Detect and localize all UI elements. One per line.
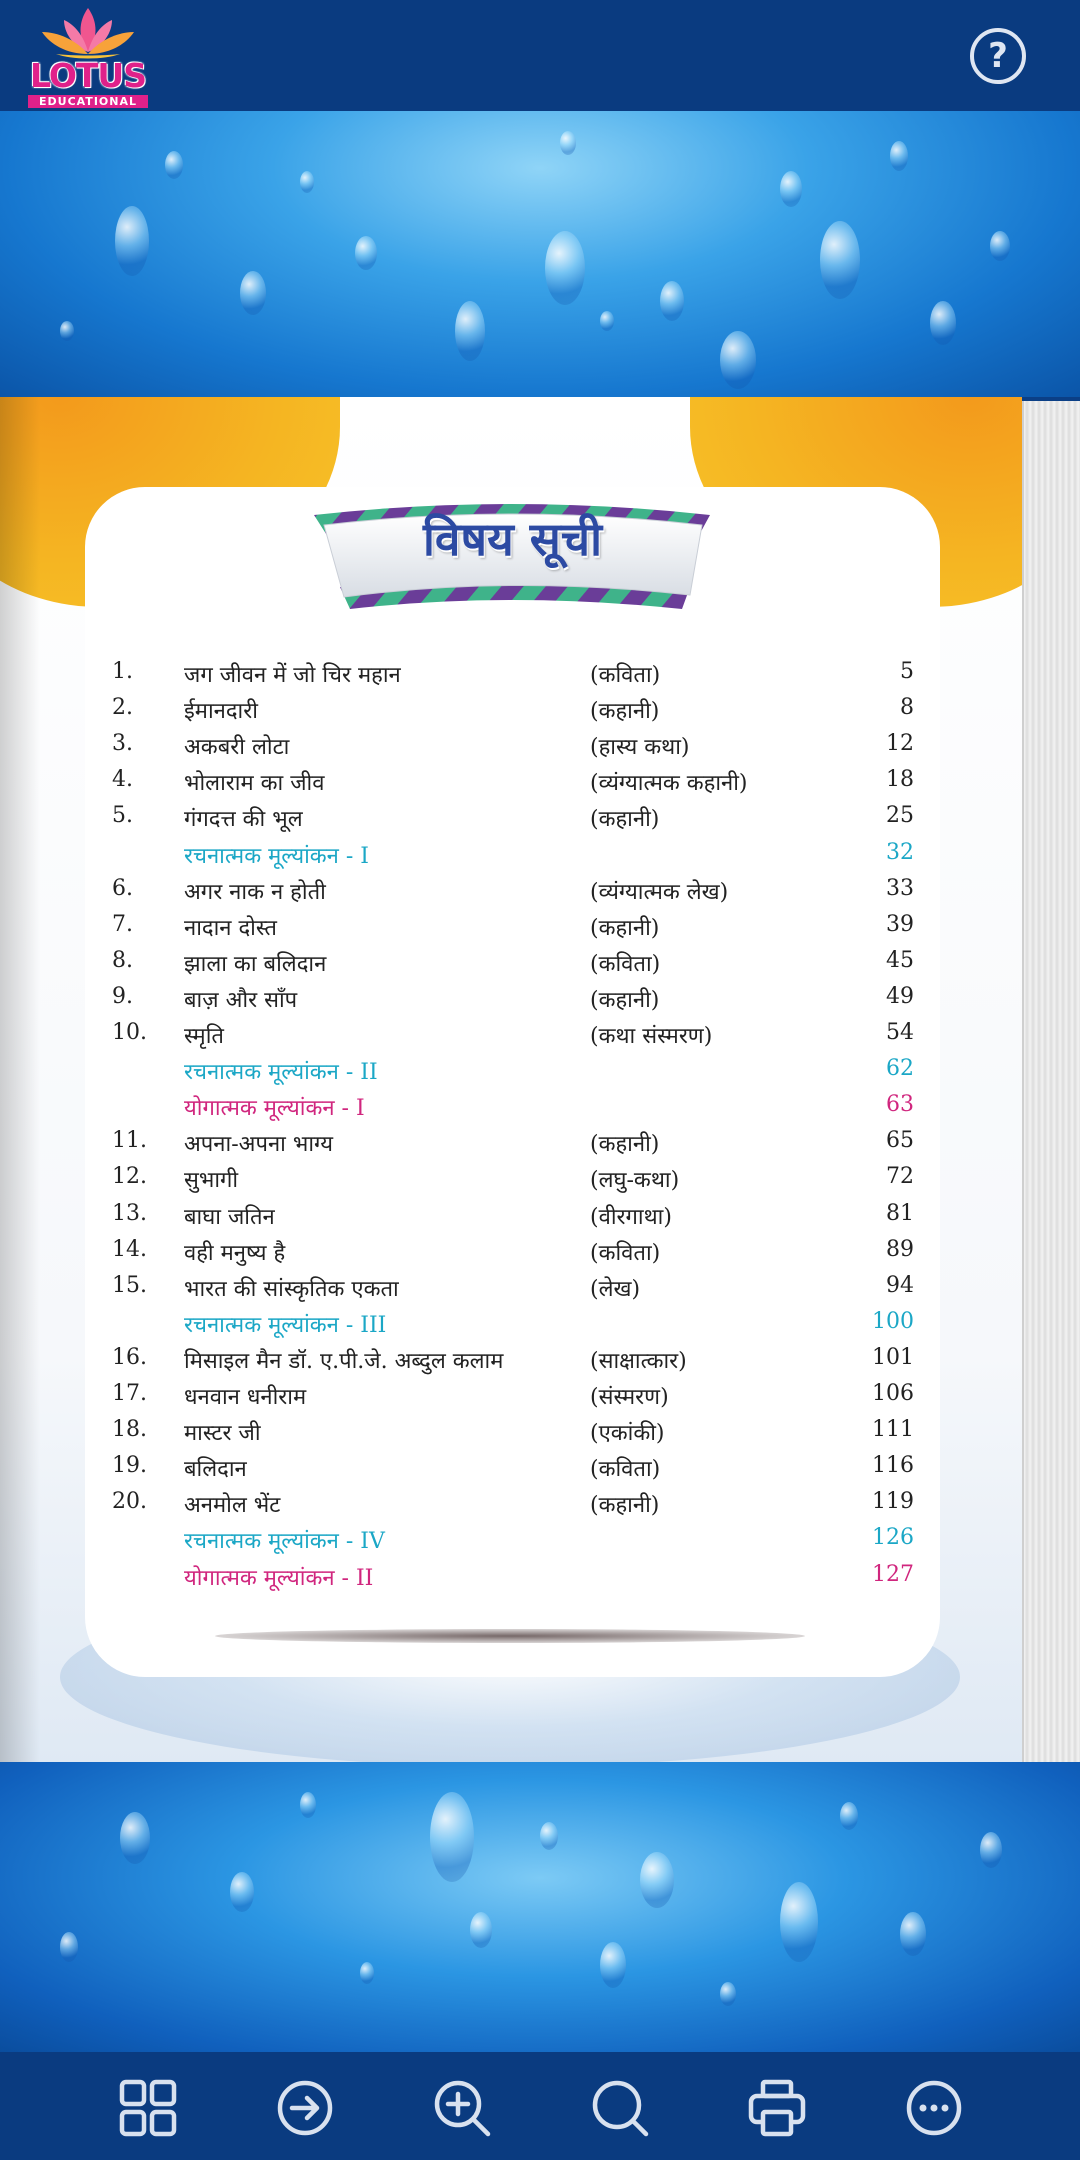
help-button[interactable]: ? <box>970 28 1026 84</box>
bottom-toolbar <box>0 2052 1080 2160</box>
toc-genre: (व्यंग्यात्मक लेख) <box>590 879 729 905</box>
toc-row[interactable] <box>0 1453 1022 1489</box>
toc-genre: (लेख) <box>590 1276 641 1302</box>
toc-assessment-row[interactable] <box>0 840 1022 876</box>
toc-row[interactable] <box>0 1489 1022 1525</box>
toc-genre: (कविता) <box>590 1457 661 1483</box>
top-bar <box>0 0 1080 111</box>
toc-genre: (लघु-कथा) <box>590 1168 680 1194</box>
toc-genre: (कहानी) <box>590 807 660 833</box>
toc-row[interactable] <box>0 1128 1022 1164</box>
thumbnails-button[interactable] <box>118 2078 178 2138</box>
toc-row[interactable] <box>0 1381 1022 1417</box>
toc-title: धनवान धनीराम <box>184 1385 307 1410</box>
toc-page: 18 <box>886 767 914 793</box>
toc-title: बलिदान <box>184 1457 247 1483</box>
toc-number: 1. <box>112 659 133 684</box>
toc-page: 63 <box>886 1092 914 1118</box>
toc-page: 33 <box>886 875 914 901</box>
toc-page: 100 <box>872 1308 914 1334</box>
toc-assessment-row[interactable] <box>0 1562 1022 1598</box>
background-water-top <box>0 111 1080 397</box>
toc-page: 127 <box>872 1561 914 1587</box>
toc-title: सुभागी <box>184 1168 239 1194</box>
toc-page: 81 <box>886 1200 914 1226</box>
toc-number: 9. <box>112 983 133 1009</box>
toc-title: स्मृति <box>184 1024 224 1049</box>
toc-assessment-row[interactable] <box>0 1309 1022 1345</box>
toc-title: गंगदत्त की भूल <box>184 807 303 833</box>
toc-number: 20. <box>112 1489 147 1515</box>
toc-title: ईमानदारी <box>184 699 258 725</box>
toc-title: रचनात्मक मूल्यांकन - I <box>184 843 369 869</box>
toc-row[interactable] <box>0 1273 1022 1309</box>
toc-page: 65 <box>886 1128 914 1154</box>
zoom-in-button[interactable] <box>432 2078 492 2138</box>
toc-page: 25 <box>886 803 914 829</box>
logo-subtitle: EDUCATIONAL <box>28 95 148 108</box>
toc-title: भारत की सांस्कृतिक एकता <box>184 1276 399 1302</box>
toc-number: 4. <box>112 767 133 793</box>
toc-title: मिसाइल मैन डॉ. ए.पी.जे. अब्दुल कलाम <box>184 1348 504 1374</box>
toc-genre: (एकांकी) <box>590 1421 665 1447</box>
toc-row[interactable] <box>0 695 1022 731</box>
toc-row[interactable] <box>0 984 1022 1020</box>
toc-page: 106 <box>872 1381 914 1406</box>
toc-genre: (व्यंग्यात्मक कहानी) <box>590 771 748 797</box>
toc-title: भोलाराम का जीव <box>184 771 325 797</box>
toc-row[interactable] <box>0 1201 1022 1237</box>
toc-row[interactable] <box>0 1237 1022 1273</box>
toc-number: 11. <box>112 1128 147 1154</box>
toc-title: बाज़ और साँप <box>184 987 298 1013</box>
more-icon <box>904 2078 964 2138</box>
toc-title: जग जीवन में जो चिर महान <box>184 663 401 688</box>
toc-row[interactable] <box>0 659 1022 695</box>
toc-genre: (साक्षात्कार) <box>590 1348 687 1374</box>
toc-title: बाघा जतिन <box>184 1204 275 1230</box>
toc-page: 12 <box>886 731 914 757</box>
toc-genre: (कथा संस्मरण) <box>590 1024 713 1049</box>
print-button[interactable] <box>747 2078 807 2138</box>
toc-page: 32 <box>886 839 914 865</box>
toc-genre: (कहानी) <box>590 699 660 725</box>
toc-page: 119 <box>872 1489 914 1515</box>
toc-genre: (कविता) <box>590 951 661 977</box>
toc-title: अपना-अपना भाग्य <box>184 1132 333 1158</box>
toc-page: 94 <box>886 1272 914 1298</box>
toc-number: 2. <box>112 695 133 721</box>
card-shadow <box>215 1629 805 1643</box>
toc-title: रचनात्मक मूल्यांकन - IV <box>184 1529 385 1555</box>
toc-title: योगात्मक मूल्यांकन - I <box>184 1096 365 1122</box>
toc-number: 6. <box>112 875 133 901</box>
logo-name: LOTUS <box>30 56 146 95</box>
toc-number: 12. <box>112 1164 147 1190</box>
toc-row[interactable] <box>0 803 1022 839</box>
toc-page: 39 <box>886 911 914 937</box>
toc-row[interactable] <box>0 1020 1022 1056</box>
toc-number: 19. <box>112 1453 147 1479</box>
toc-number: 5. <box>112 803 133 829</box>
toc-number: 15. <box>112 1272 147 1298</box>
toc-genre: (कविता) <box>590 663 661 688</box>
toc-number: 17. <box>112 1381 147 1406</box>
toc-page: 126 <box>872 1525 914 1551</box>
toc-title: झाला का बलिदान <box>184 951 327 977</box>
toc-title: अनमोल भेंट <box>184 1493 281 1519</box>
toc-page: 54 <box>886 1020 914 1045</box>
grid-icon <box>118 2078 178 2138</box>
toc-page: 45 <box>886 947 914 973</box>
toc-genre: (कहानी) <box>590 987 660 1013</box>
toc-number: 8. <box>112 947 133 973</box>
toc-row[interactable] <box>0 1345 1022 1381</box>
search-button[interactable] <box>590 2078 650 2138</box>
search-icon <box>590 2078 650 2138</box>
toc-page: 62 <box>886 1056 914 1082</box>
toc-title: नादान दोस्त <box>184 915 277 941</box>
toc-page: 5 <box>900 659 914 684</box>
toc-row[interactable] <box>0 948 1022 984</box>
toc-title: अगर नाक न होती <box>184 879 326 905</box>
toc-assessment-row[interactable] <box>0 1525 1022 1561</box>
toc-number: 14. <box>112 1236 147 1262</box>
zoom-in-icon <box>432 2078 492 2138</box>
toc-genre: (कहानी) <box>590 915 660 941</box>
background-water-bottom <box>0 1762 1080 2052</box>
toc-title: रचनात्मक मूल्यांकन - II <box>184 1060 378 1086</box>
lotus-flower-icon <box>26 4 150 60</box>
toc-page: 89 <box>886 1236 914 1262</box>
toc-page: 116 <box>872 1453 914 1479</box>
toc-number: 13. <box>112 1200 147 1226</box>
toc-number: 3. <box>112 731 133 757</box>
toc-row[interactable] <box>0 912 1022 948</box>
more-button[interactable] <box>904 2078 964 2138</box>
toc-title: मास्टर जी <box>184 1421 261 1447</box>
toc-genre: (संस्मरण) <box>590 1385 669 1410</box>
toc-row[interactable] <box>0 731 1022 767</box>
toc-assessment-row[interactable] <box>0 1092 1022 1128</box>
toc-assessment-row[interactable] <box>0 1056 1022 1092</box>
toc-row[interactable] <box>0 1164 1022 1200</box>
toc-number: 16. <box>112 1344 147 1370</box>
toc-number: 7. <box>112 911 133 937</box>
book-page[interactable] <box>0 397 1022 1763</box>
toc-page: 72 <box>886 1164 914 1190</box>
page-title: विषय सूची <box>423 512 602 566</box>
toc-number: 10. <box>112 1020 147 1045</box>
toc-page: 49 <box>886 983 914 1009</box>
toc-title: वही मनुष्य है <box>184 1240 286 1266</box>
toc-genre: (कविता) <box>590 1240 661 1266</box>
goto-page-button[interactable] <box>275 2078 335 2138</box>
toc-title: योगात्मक मूल्यांकन - II <box>184 1565 374 1591</box>
toc-title: रचनात्मक मूल्यांकन - III <box>184 1312 387 1338</box>
toc-genre: (कहानी) <box>590 1493 660 1519</box>
toc-page: 101 <box>872 1344 914 1370</box>
title-ribbon <box>310 497 715 612</box>
lotus-logo[interactable] <box>26 4 150 108</box>
print-icon <box>747 2078 807 2138</box>
toc-number: 18. <box>112 1417 147 1443</box>
toc-genre: (वीरगाथा) <box>590 1204 672 1230</box>
toc-genre: (कहानी) <box>590 1132 660 1158</box>
toc-row[interactable] <box>0 876 1022 912</box>
arrow-circle-icon <box>275 2078 335 2138</box>
toc-row[interactable] <box>0 767 1022 803</box>
toc-title: अकबरी लोटा <box>184 735 290 761</box>
toc-row[interactable] <box>0 1417 1022 1453</box>
toc-page: 8 <box>900 695 914 721</box>
toc-page: 111 <box>872 1417 914 1443</box>
book-page-edges <box>1022 401 1080 1763</box>
toc-genre: (हास्य कथा) <box>590 735 690 761</box>
